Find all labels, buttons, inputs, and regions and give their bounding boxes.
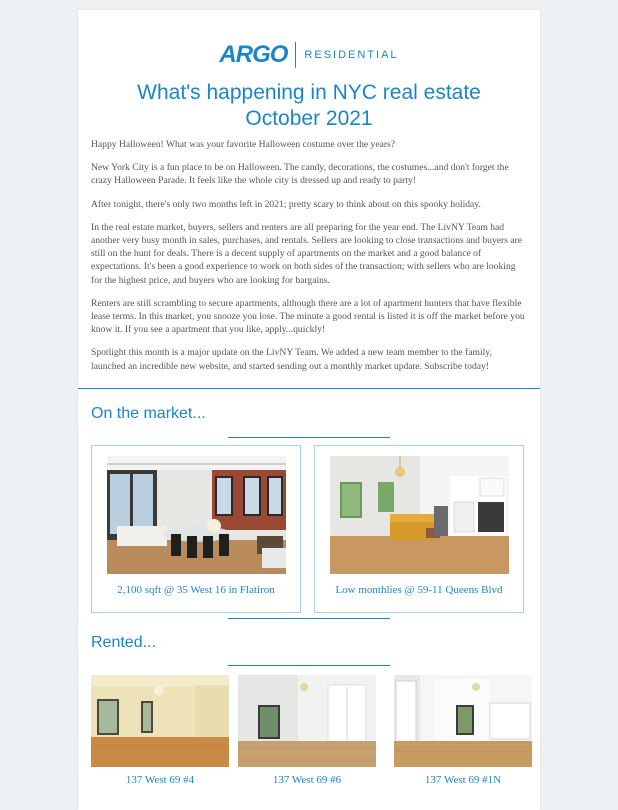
listing-photo-queens[interactable]: [330, 456, 509, 574]
section-divider: [78, 388, 540, 389]
rented-underline: [228, 665, 390, 666]
rented-photo-6[interactable]: [238, 675, 376, 767]
intro-paragraph: Happy Halloween! What was your favorite Halloween costume over the years?: [91, 139, 396, 150]
rented-photo-4[interactable]: [91, 675, 229, 767]
listing-card-queens[interactable]: [314, 445, 524, 613]
rented-caption[interactable]: 137 West 69 #4: [125, 774, 195, 786]
brand-subtitle: RESIDENTIAL: [304, 49, 399, 61]
intro-paragraph: Renters are still scrambling to secure apartments, although there are a lot of apartment hunters that have flexible lease terms. In this market, you snooze you lose. The minute a good rental is listed it is off the market before you know it. If you see a apartment that you like, apply...quickly!: [91, 297, 525, 336]
newsletter-email: [78, 10, 540, 810]
rented-photo-1n[interactable]: [394, 675, 532, 767]
intro-paragraph: After tonight, there's only two months left in 2021; pretty scary to think about on this spooky holiday.: [91, 198, 481, 210]
market-bottom-rule: [228, 618, 390, 619]
intro-paragraph: New York City is a fun place to be on Halloween. The candy, decorations, the costumes...and don't forget the crazy Halloween Parade. It feels like the whole city is dressed up and ready to party!: [91, 162, 509, 187]
title-line-1: What's happening in NYC real estate: [137, 81, 481, 104]
listing-photo-flatiron[interactable]: [107, 456, 286, 574]
on-market-underline: [228, 437, 390, 438]
listing-caption[interactable]: Low monthlies @ 59-11 Queens Blvd: [335, 584, 503, 596]
rented-caption[interactable]: 137 West 69 #1N: [424, 774, 502, 786]
listing-caption[interactable]: 2,100 sqft @ 35 West 16 in Flatiron: [117, 584, 275, 596]
page-title: [78, 80, 540, 132]
on-market-heading: On the market...: [91, 405, 206, 422]
rented-heading: Rented...: [91, 634, 156, 651]
rented-caption[interactable]: 137 West 69 #6: [272, 774, 342, 786]
brand-name: ARGO: [219, 41, 288, 68]
brand-logo[interactable]: [78, 38, 540, 72]
logo-divider: [295, 42, 296, 68]
intro-text: [91, 138, 527, 383]
intro-paragraph: Spotlight this month is a major update on the LivNY Team. We added a new team member to the family, launched an incredible new website, and started sending out a monthly market update. Subscribe today!: [91, 347, 492, 372]
listing-card-flatiron[interactable]: [91, 445, 301, 613]
title-line-2: October 2021: [245, 107, 373, 130]
intro-paragraph: In the real estate market, buyers, sellers and renters are all preparing for the year end. The LivNY Team had another very busy month in sales, purchases, and rentals. Sellers are looking to close transactions and buyers are still on the hunt for deals. There is a decent supply of apartments on the market and a good balance of expectations. It's been a good experience to work on both sides of the transaction; with sellers who are looking for the highest price, and buyers who are looking for bargains.: [91, 221, 523, 286]
